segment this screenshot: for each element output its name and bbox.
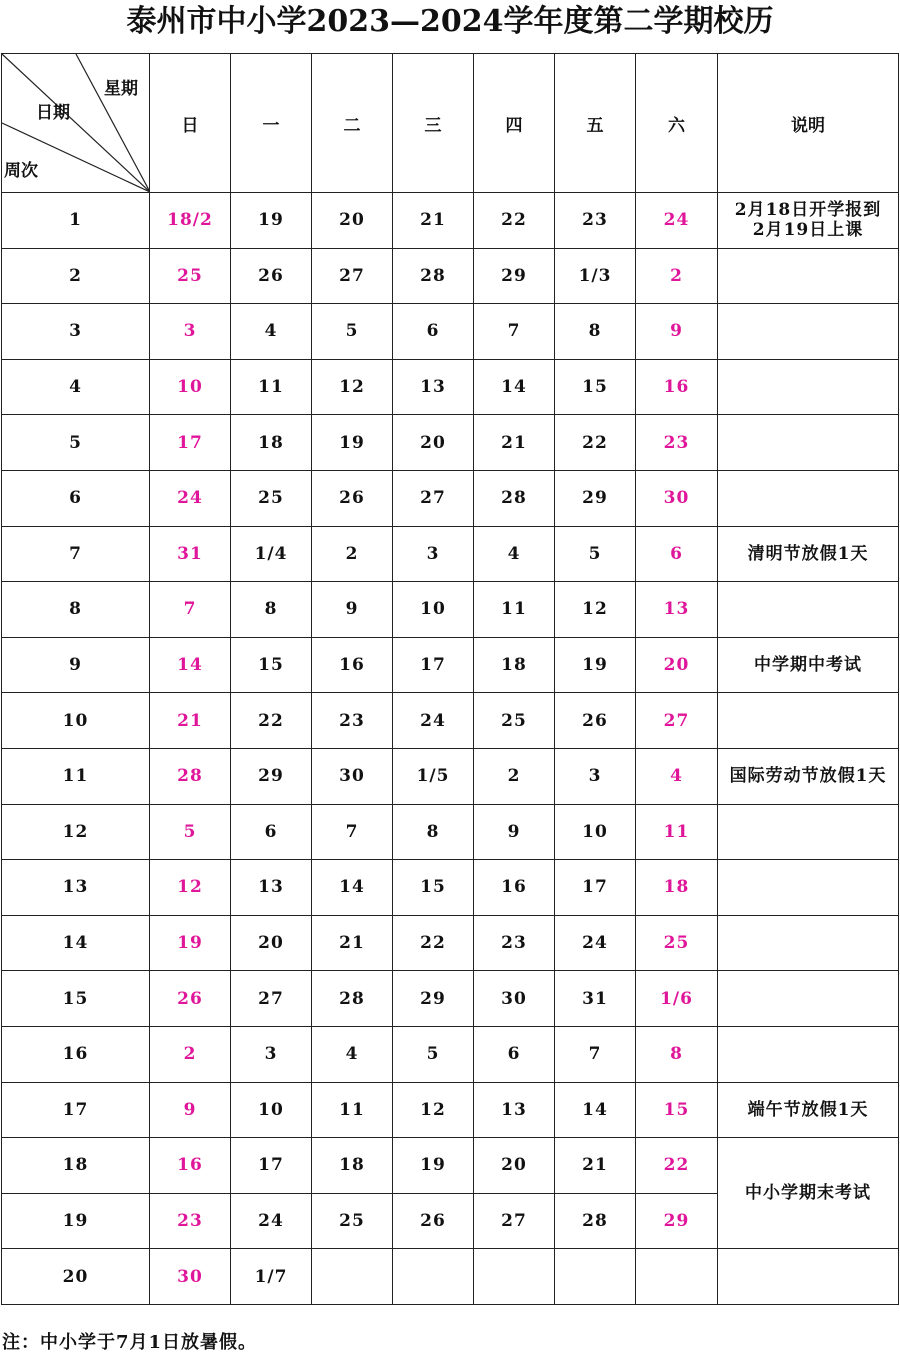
- weekend-date-cell: 24: [150, 470, 231, 526]
- date-cell: 24: [231, 1193, 312, 1249]
- date-cell: 18: [231, 415, 312, 471]
- date-cell: 27: [474, 1193, 555, 1249]
- weekend-date-cell: 19: [150, 915, 231, 971]
- note-cell: [718, 359, 899, 415]
- date-cell: 12: [393, 1082, 474, 1138]
- weekend-date-cell: 21: [150, 693, 231, 749]
- week-number-cell: 1: [2, 193, 150, 249]
- date-cell: 20: [312, 193, 393, 249]
- date-cell: 15: [393, 860, 474, 916]
- weekend-date-cell: 25: [150, 248, 231, 304]
- date-cell: 20: [474, 1138, 555, 1194]
- date-cell: 24: [555, 915, 636, 971]
- date-cell: 9: [474, 804, 555, 860]
- weekend-date-cell: 30: [636, 470, 718, 526]
- week-number-cell: 15: [2, 971, 150, 1027]
- note-cell: [718, 470, 899, 526]
- date-cell: [474, 1249, 555, 1305]
- date-cell: 24: [393, 693, 474, 749]
- week-number-cell: 18: [2, 1138, 150, 1194]
- date-cell: 11: [474, 582, 555, 638]
- date-cell: 8: [393, 804, 474, 860]
- weekend-date-cell: 18: [636, 860, 718, 916]
- page-title: 泰州市中小学2023—2024学年度第二学期校历: [126, 4, 774, 39]
- date-cell: 14: [474, 359, 555, 415]
- week-number-cell: 14: [2, 915, 150, 971]
- weekend-date-cell: 29: [636, 1193, 718, 1249]
- weekend-date-cell: 7: [150, 582, 231, 638]
- table-row: [2, 637, 899, 693]
- date-cell: 31: [555, 971, 636, 1027]
- table-row: [2, 582, 899, 638]
- date-cell: 4: [312, 1026, 393, 1082]
- date-cell: 9: [312, 582, 393, 638]
- week-number-cell: 10: [2, 693, 150, 749]
- week-number-cell: 19: [2, 1193, 150, 1249]
- header-day-tue: 二: [312, 54, 393, 193]
- date-cell: 2: [312, 526, 393, 582]
- week-number-cell: 8: [2, 582, 150, 638]
- date-cell: 6: [231, 804, 312, 860]
- week-number-cell: 16: [2, 1026, 150, 1082]
- date-cell: 6: [474, 1026, 555, 1082]
- weekend-date-cell: 4: [636, 748, 718, 804]
- table-row: [2, 1082, 899, 1138]
- table-row: [2, 748, 899, 804]
- date-cell: 25: [312, 1193, 393, 1249]
- table-row: [2, 860, 899, 916]
- date-cell: 3: [555, 748, 636, 804]
- weekend-date-cell: 20: [636, 637, 718, 693]
- date-cell: 15: [231, 637, 312, 693]
- note-cell: 清明节放假1天: [718, 526, 899, 582]
- date-cell: 23: [312, 693, 393, 749]
- date-cell: 12: [312, 359, 393, 415]
- table-row: [2, 193, 899, 249]
- weekend-date-cell: 10: [150, 359, 231, 415]
- date-cell: [312, 1249, 393, 1305]
- week-number-cell: 13: [2, 860, 150, 916]
- table-row: [2, 1138, 899, 1194]
- date-cell: 18: [312, 1138, 393, 1194]
- date-cell: 17: [231, 1138, 312, 1194]
- weekend-date-cell: 16: [150, 1138, 231, 1194]
- date-cell: 1/3: [555, 248, 636, 304]
- note-cell: [718, 693, 899, 749]
- date-cell: 12: [555, 582, 636, 638]
- date-cell: 7: [474, 304, 555, 360]
- date-cell: 20: [231, 915, 312, 971]
- table-row: [2, 971, 899, 1027]
- date-cell: 27: [393, 470, 474, 526]
- weekend-date-cell: 2: [636, 248, 718, 304]
- note-cell: [718, 304, 899, 360]
- weekend-date-cell: 5: [150, 804, 231, 860]
- table-row: [2, 1249, 899, 1305]
- date-cell: 19: [231, 193, 312, 249]
- school-calendar-table: [1, 53, 899, 1305]
- note-cell: [718, 971, 899, 1027]
- date-cell: 26: [555, 693, 636, 749]
- date-cell: 15: [555, 359, 636, 415]
- table-row: [2, 470, 899, 526]
- weekend-date-cell: 31: [150, 526, 231, 582]
- date-cell: 23: [555, 193, 636, 249]
- weekend-date-cell: 8: [636, 1026, 718, 1082]
- date-cell: 29: [474, 248, 555, 304]
- corner-date-label: 日期: [36, 103, 70, 123]
- date-cell: 29: [231, 748, 312, 804]
- date-cell: 1/7: [231, 1249, 312, 1305]
- weekend-date-cell: 6: [636, 526, 718, 582]
- weekend-date-cell: 11: [636, 804, 718, 860]
- calendar-body: [2, 193, 899, 1305]
- date-cell: 10: [555, 804, 636, 860]
- date-cell: 21: [312, 915, 393, 971]
- date-cell: 3: [393, 526, 474, 582]
- date-cell: 26: [312, 470, 393, 526]
- note-cell: 中学期中考试: [718, 637, 899, 693]
- note-cell: [718, 582, 899, 638]
- date-cell: 27: [312, 248, 393, 304]
- weekend-date-cell: 1/6: [636, 971, 718, 1027]
- header-day-sat: 六: [636, 54, 718, 193]
- date-cell: 4: [474, 526, 555, 582]
- date-cell: 14: [312, 860, 393, 916]
- table-row: [2, 415, 899, 471]
- header-day-thu: 四: [474, 54, 555, 193]
- weekend-date-cell: 15: [636, 1082, 718, 1138]
- weekend-date-cell: [636, 1249, 718, 1305]
- week-number-cell: 12: [2, 804, 150, 860]
- note-cell: 端午节放假1天: [718, 1082, 899, 1138]
- date-cell: 21: [555, 1138, 636, 1194]
- week-number-cell: 20: [2, 1249, 150, 1305]
- date-cell: 22: [393, 915, 474, 971]
- weekend-date-cell: 26: [150, 971, 231, 1027]
- weekend-date-cell: 18/2: [150, 193, 231, 249]
- date-cell: 8: [555, 304, 636, 360]
- date-cell: 5: [312, 304, 393, 360]
- weekend-date-cell: 9: [150, 1082, 231, 1138]
- weekend-date-cell: 16: [636, 359, 718, 415]
- date-cell: 27: [231, 971, 312, 1027]
- date-cell: 28: [555, 1193, 636, 1249]
- date-cell: 7: [555, 1026, 636, 1082]
- date-cell: 7: [312, 804, 393, 860]
- date-cell: 10: [231, 1082, 312, 1138]
- date-cell: 10: [393, 582, 474, 638]
- date-cell: 3: [231, 1026, 312, 1082]
- note-cell: 国际劳动节放假1天: [718, 748, 899, 804]
- note-cell: [718, 915, 899, 971]
- table-row: [2, 248, 899, 304]
- date-cell: 28: [312, 971, 393, 1027]
- table-row: [2, 693, 899, 749]
- date-cell: 29: [393, 971, 474, 1027]
- week-number-cell: 11: [2, 748, 150, 804]
- week-number-cell: 2: [2, 248, 150, 304]
- corner-week-label: 周次: [4, 161, 38, 181]
- table-row: [2, 359, 899, 415]
- date-cell: [393, 1249, 474, 1305]
- date-cell: 11: [312, 1082, 393, 1138]
- weekend-date-cell: 27: [636, 693, 718, 749]
- date-cell: 13: [231, 860, 312, 916]
- header-day-wed: 三: [393, 54, 474, 193]
- date-cell: 13: [393, 359, 474, 415]
- date-cell: 26: [393, 1193, 474, 1249]
- date-cell: 1/4: [231, 526, 312, 582]
- header-day-fri: 五: [555, 54, 636, 193]
- week-number-cell: 9: [2, 637, 150, 693]
- date-cell: 19: [555, 637, 636, 693]
- date-cell: 22: [474, 193, 555, 249]
- header-notes: 说明: [718, 54, 899, 193]
- note-cell: [718, 804, 899, 860]
- table-row: [2, 915, 899, 971]
- week-number-cell: 5: [2, 415, 150, 471]
- date-cell: 8: [231, 582, 312, 638]
- date-cell: 19: [393, 1138, 474, 1194]
- weekend-date-cell: 30: [150, 1249, 231, 1305]
- note-cell: 中小学期末考试: [718, 1138, 899, 1249]
- date-cell: 1/5: [393, 748, 474, 804]
- date-cell: 28: [393, 248, 474, 304]
- date-cell: 16: [312, 637, 393, 693]
- date-cell: 29: [555, 470, 636, 526]
- note-cell: [718, 415, 899, 471]
- footnote: 注：中小学于7月1日放暑假。: [2, 1332, 258, 1353]
- weekend-date-cell: 14: [150, 637, 231, 693]
- date-cell: 6: [393, 304, 474, 360]
- header-day-sun: 日: [150, 54, 231, 193]
- weekend-date-cell: 23: [150, 1193, 231, 1249]
- date-cell: 22: [231, 693, 312, 749]
- weekend-date-cell: 12: [150, 860, 231, 916]
- date-cell: 14: [555, 1082, 636, 1138]
- weekend-date-cell: 17: [150, 415, 231, 471]
- note-cell: [718, 1249, 899, 1305]
- weekend-date-cell: 9: [636, 304, 718, 360]
- date-cell: 21: [474, 415, 555, 471]
- table-header-row: [2, 54, 899, 193]
- table-row: [2, 804, 899, 860]
- date-cell: 30: [312, 748, 393, 804]
- date-cell: 18: [474, 637, 555, 693]
- weekend-date-cell: 2: [150, 1026, 231, 1082]
- weekend-date-cell: 22: [636, 1138, 718, 1194]
- date-cell: 22: [555, 415, 636, 471]
- note-cell: [718, 248, 899, 304]
- weekend-date-cell: 23: [636, 415, 718, 471]
- weekend-date-cell: 13: [636, 582, 718, 638]
- week-number-cell: 4: [2, 359, 150, 415]
- date-cell: 30: [474, 971, 555, 1027]
- weekend-date-cell: 3: [150, 304, 231, 360]
- weekend-date-cell: 24: [636, 193, 718, 249]
- date-cell: 17: [555, 860, 636, 916]
- table-row: [2, 526, 899, 582]
- date-cell: 4: [231, 304, 312, 360]
- date-cell: 2: [474, 748, 555, 804]
- header-day-mon: 一: [231, 54, 312, 193]
- date-cell: 13: [474, 1082, 555, 1138]
- note-cell: [718, 1026, 899, 1082]
- weekend-date-cell: 25: [636, 915, 718, 971]
- corner-weekday-label: 星期: [104, 79, 138, 99]
- weekend-date-cell: 28: [150, 748, 231, 804]
- date-cell: 20: [393, 415, 474, 471]
- date-cell: 25: [231, 470, 312, 526]
- week-number-cell: 6: [2, 470, 150, 526]
- date-cell: 5: [555, 526, 636, 582]
- note-cell: [718, 860, 899, 916]
- date-cell: 28: [474, 470, 555, 526]
- date-cell: 16: [474, 860, 555, 916]
- date-cell: 11: [231, 359, 312, 415]
- date-cell: 5: [393, 1026, 474, 1082]
- table-row: [2, 1026, 899, 1082]
- note-cell: 2月18日开学报到 2月19日上课: [718, 193, 899, 249]
- header-corner-cell: [2, 54, 150, 193]
- date-cell: 19: [312, 415, 393, 471]
- date-cell: 21: [393, 193, 474, 249]
- week-number-cell: 17: [2, 1082, 150, 1138]
- week-number-cell: 7: [2, 526, 150, 582]
- date-cell: 17: [393, 637, 474, 693]
- date-cell: [555, 1249, 636, 1305]
- date-cell: 26: [231, 248, 312, 304]
- date-cell: 23: [474, 915, 555, 971]
- week-number-cell: 3: [2, 304, 150, 360]
- table-row: [2, 304, 899, 360]
- date-cell: 25: [474, 693, 555, 749]
